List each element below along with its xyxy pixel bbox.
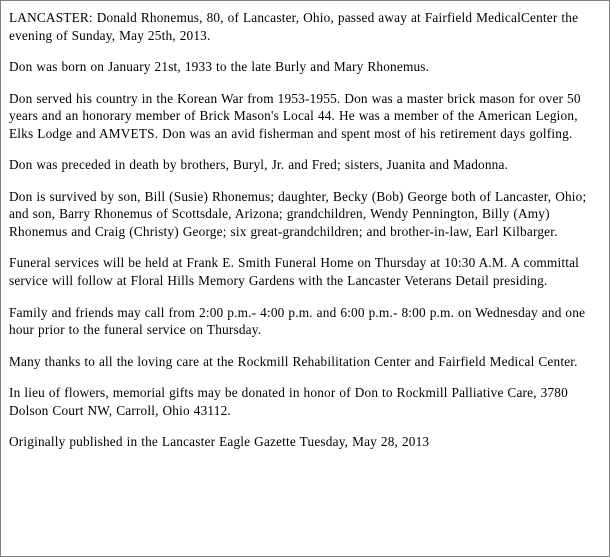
obituary-paragraph-life-history: Don served his country in the Korean War from 1953-1955. Don was a master brick mason for over 50 years and an honorary member of Brick Mason's Local 44. He was a member of the American Legion, Elks Lodge and AMVETS. Don was an avid fisherman and spent most of his retirement days golfing.	[9, 90, 581, 141]
obituary-paragraph-publication: Originally published in the Lancaster Eagle Gazette Tuesday, May 28, 2013	[9, 434, 430, 450]
obituary-paragraph-preceded-in-death: Don was preceded in death by brothers, Buryl, Jr. and Fred; sisters, Juanita and Madonna.	[9, 157, 509, 173]
obituary-paragraph-thanks: Many thanks to all the loving care at the Rockmill Rehabilitation Center and Fairfield Medical Center.	[9, 353, 578, 369]
obituary-paragraph-survivors: Don is survived by son, Bill (Susie) Rhonemus; daughter, Becky (Bob) George both of Lancaster, Ohio; and son, Barry Rhonemus of Scottsdale, Arizona; grandchildren, Wendy Pennington, Billy (Amy) Rhonemus and Craig (Christy) George; six great-grandchildren; and brother-in-law, Earl Kilbarger.	[9, 188, 587, 239]
obituary-paragraph-memorial-gifts: In lieu of flowers, memorial gifts may be donated in honor of Don to Rockmill Palliative Care, 3780 Dolson Court NW, Carroll, Ohio 43112.	[9, 385, 568, 418]
obituary-paragraph-death-notice: LANCASTER: Donald Rhonemus, 80, of Lancaster, Ohio, passed away at Fairfield MedicalCenter the evening of Sunday, May 25th, 2013.	[9, 10, 579, 43]
obituary-paragraph-birth: Don was born on January 21st, 1933 to the late Burly and Mary Rhonemus.	[9, 59, 430, 75]
obituary-paragraph-visitation: Family and friends may call from 2:00 p.m.- 4:00 p.m. and 6:00 p.m.- 8:00 p.m. on Wednesday and one hour prior to the funeral service on Thursday.	[9, 304, 586, 338]
obituary-paragraph-funeral-services: Funeral services will be held at Frank E. Smith Funeral Home on Thursday at 10:30 A.M. A committal service will follow at Floral Hills Memory Gardens with the Lancaster Veterans Detail presiding.	[9, 255, 580, 289]
